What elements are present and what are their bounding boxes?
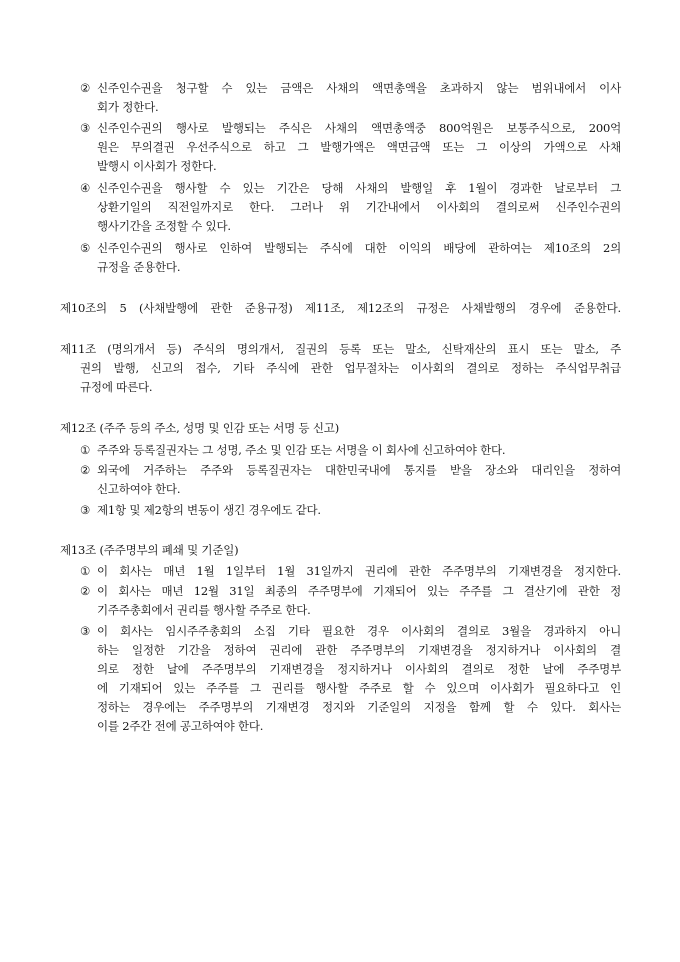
item-text-line: 원은 무의결권 우선주식으로 하고 그 발행가액은 액면금액 또는 그 이상의 가액으로 사채 bbox=[97, 140, 621, 154]
article-text-line: 제11조 (명의개서 등) 주식의 명의개서, 질권의 등록 또는 말소, 신탁재산의 표시 또는 말소, 주 bbox=[60, 342, 621, 356]
item-text-line: 신주인수권의 행사로 발행되는 주식은 사채의 액면총액중 800억원은 보통주식으로, 200억 bbox=[97, 121, 621, 135]
item-number: ① bbox=[80, 443, 91, 457]
item-text-line: 규정을 준용한다. bbox=[97, 260, 181, 274]
item-number: ③ bbox=[80, 503, 91, 517]
item-text-line: 이 회사는 매년 12월 31일 최종의 주주명부에 기재되어 있는 주주를 그 결산기에 관한 정 bbox=[97, 584, 621, 598]
item-text-line: 이를 2주간 전에 공고하여야 한다. bbox=[97, 719, 264, 733]
item-number: ② bbox=[80, 584, 91, 598]
article-title: 제13조 (주주명부의 폐쇄 및 기준일) bbox=[60, 543, 239, 557]
item-number: ① bbox=[80, 564, 91, 578]
item-number: ③ bbox=[80, 624, 91, 638]
article-text-line: 규정에 따른다. bbox=[80, 380, 153, 394]
item-text-line: 행사기간을 조정할 수 있다. bbox=[97, 219, 231, 233]
item-number: ④ bbox=[80, 181, 91, 195]
item-text-line: 신주인수권을 행사할 수 있는 기간은 당해 사채의 발행일 후 1월이 경과한 날로부터 그 bbox=[97, 181, 621, 195]
item-text-line: 기주주총회에서 권리를 행사할 주주로 한다. bbox=[97, 603, 311, 617]
item-text-line: 신고하여야 한다. bbox=[97, 482, 181, 496]
item-number: ③ bbox=[80, 121, 91, 135]
item-text-line: 신주인수권의 행사로 인하여 발행되는 주식에 대한 이익의 배당에 관하여는 제10조의 2의 bbox=[97, 241, 621, 255]
article-text-line: 제10조의 5 (사채발행에 관한 준용규정) 제11조, 제12조의 규정은 사채발행의 경우에 준용한다. bbox=[60, 301, 621, 315]
item-text-line: 정하는 경우에는 주주명부의 기재변경 정지와 기준일의 지정을 함께 할 수 있다. 회사는 bbox=[97, 700, 621, 714]
item-number: ② bbox=[80, 81, 91, 95]
item-text-line: 이 회사는 매년 1월 1일부터 1월 31일까지 권리에 관한 주주명부의 기재변경을 정지한다. bbox=[97, 564, 621, 578]
item-text-line: 발행시 이사회가 정한다. bbox=[97, 159, 217, 173]
item-number: ② bbox=[80, 463, 91, 477]
item-text-line: 하는 일정한 기간을 정하여 권리에 관한 주주명부의 기재변경을 정지하거나 이사회의 결 bbox=[97, 643, 621, 657]
article-text-line: 권의 발행, 신고의 접수, 기타 주식에 관한 업무절차는 이사회의 결의로 정하는 주식업무취급 bbox=[80, 361, 621, 375]
item-text-line: 이 회사는 임시주주총회의 소집 기타 필요한 경우 이사회의 결의로 3월을 경과하지 아니 bbox=[97, 624, 621, 638]
item-number: ⑤ bbox=[80, 241, 91, 255]
item-text-line: 상환기일의 직전일까지로 한다. 그러나 위 기간내에서 이사회의 결의로써 신주인수권의 bbox=[97, 200, 621, 214]
item-text-line: 에 기재되어 있는 주주를 그 권리를 행사할 주주로 할 수 있으며 이사회가 필요하다고 인 bbox=[97, 681, 621, 695]
item-text-line: 외국에 거주하는 주주와 등록질권자는 대한민국내에 통지를 받을 장소와 대리인을 정하여 bbox=[97, 463, 621, 477]
item-text-line: 주주와 등록질권자는 그 성명, 주소 및 인감 또는 서명을 이 회사에 신고하여야 한다. bbox=[97, 443, 506, 457]
item-text-line: 신주인수권을 청구할 수 있는 금액은 사채의 액면총액을 초과하지 않는 범위내에서 이사 bbox=[97, 81, 621, 95]
item-text-line: 회가 정한다. bbox=[97, 100, 159, 114]
article-title: 제12조 (주주 등의 주소, 성명 및 인감 또는 서명 등 신고) bbox=[60, 421, 339, 435]
item-text-line: 제1항 및 제2항의 변동이 생긴 경우에도 같다. bbox=[97, 503, 321, 517]
item-text-line: 의로 정한 날에 주주명부의 기재변경을 정지하거나 이사회의 결의로 정한 날에 주주명부 bbox=[97, 662, 621, 676]
